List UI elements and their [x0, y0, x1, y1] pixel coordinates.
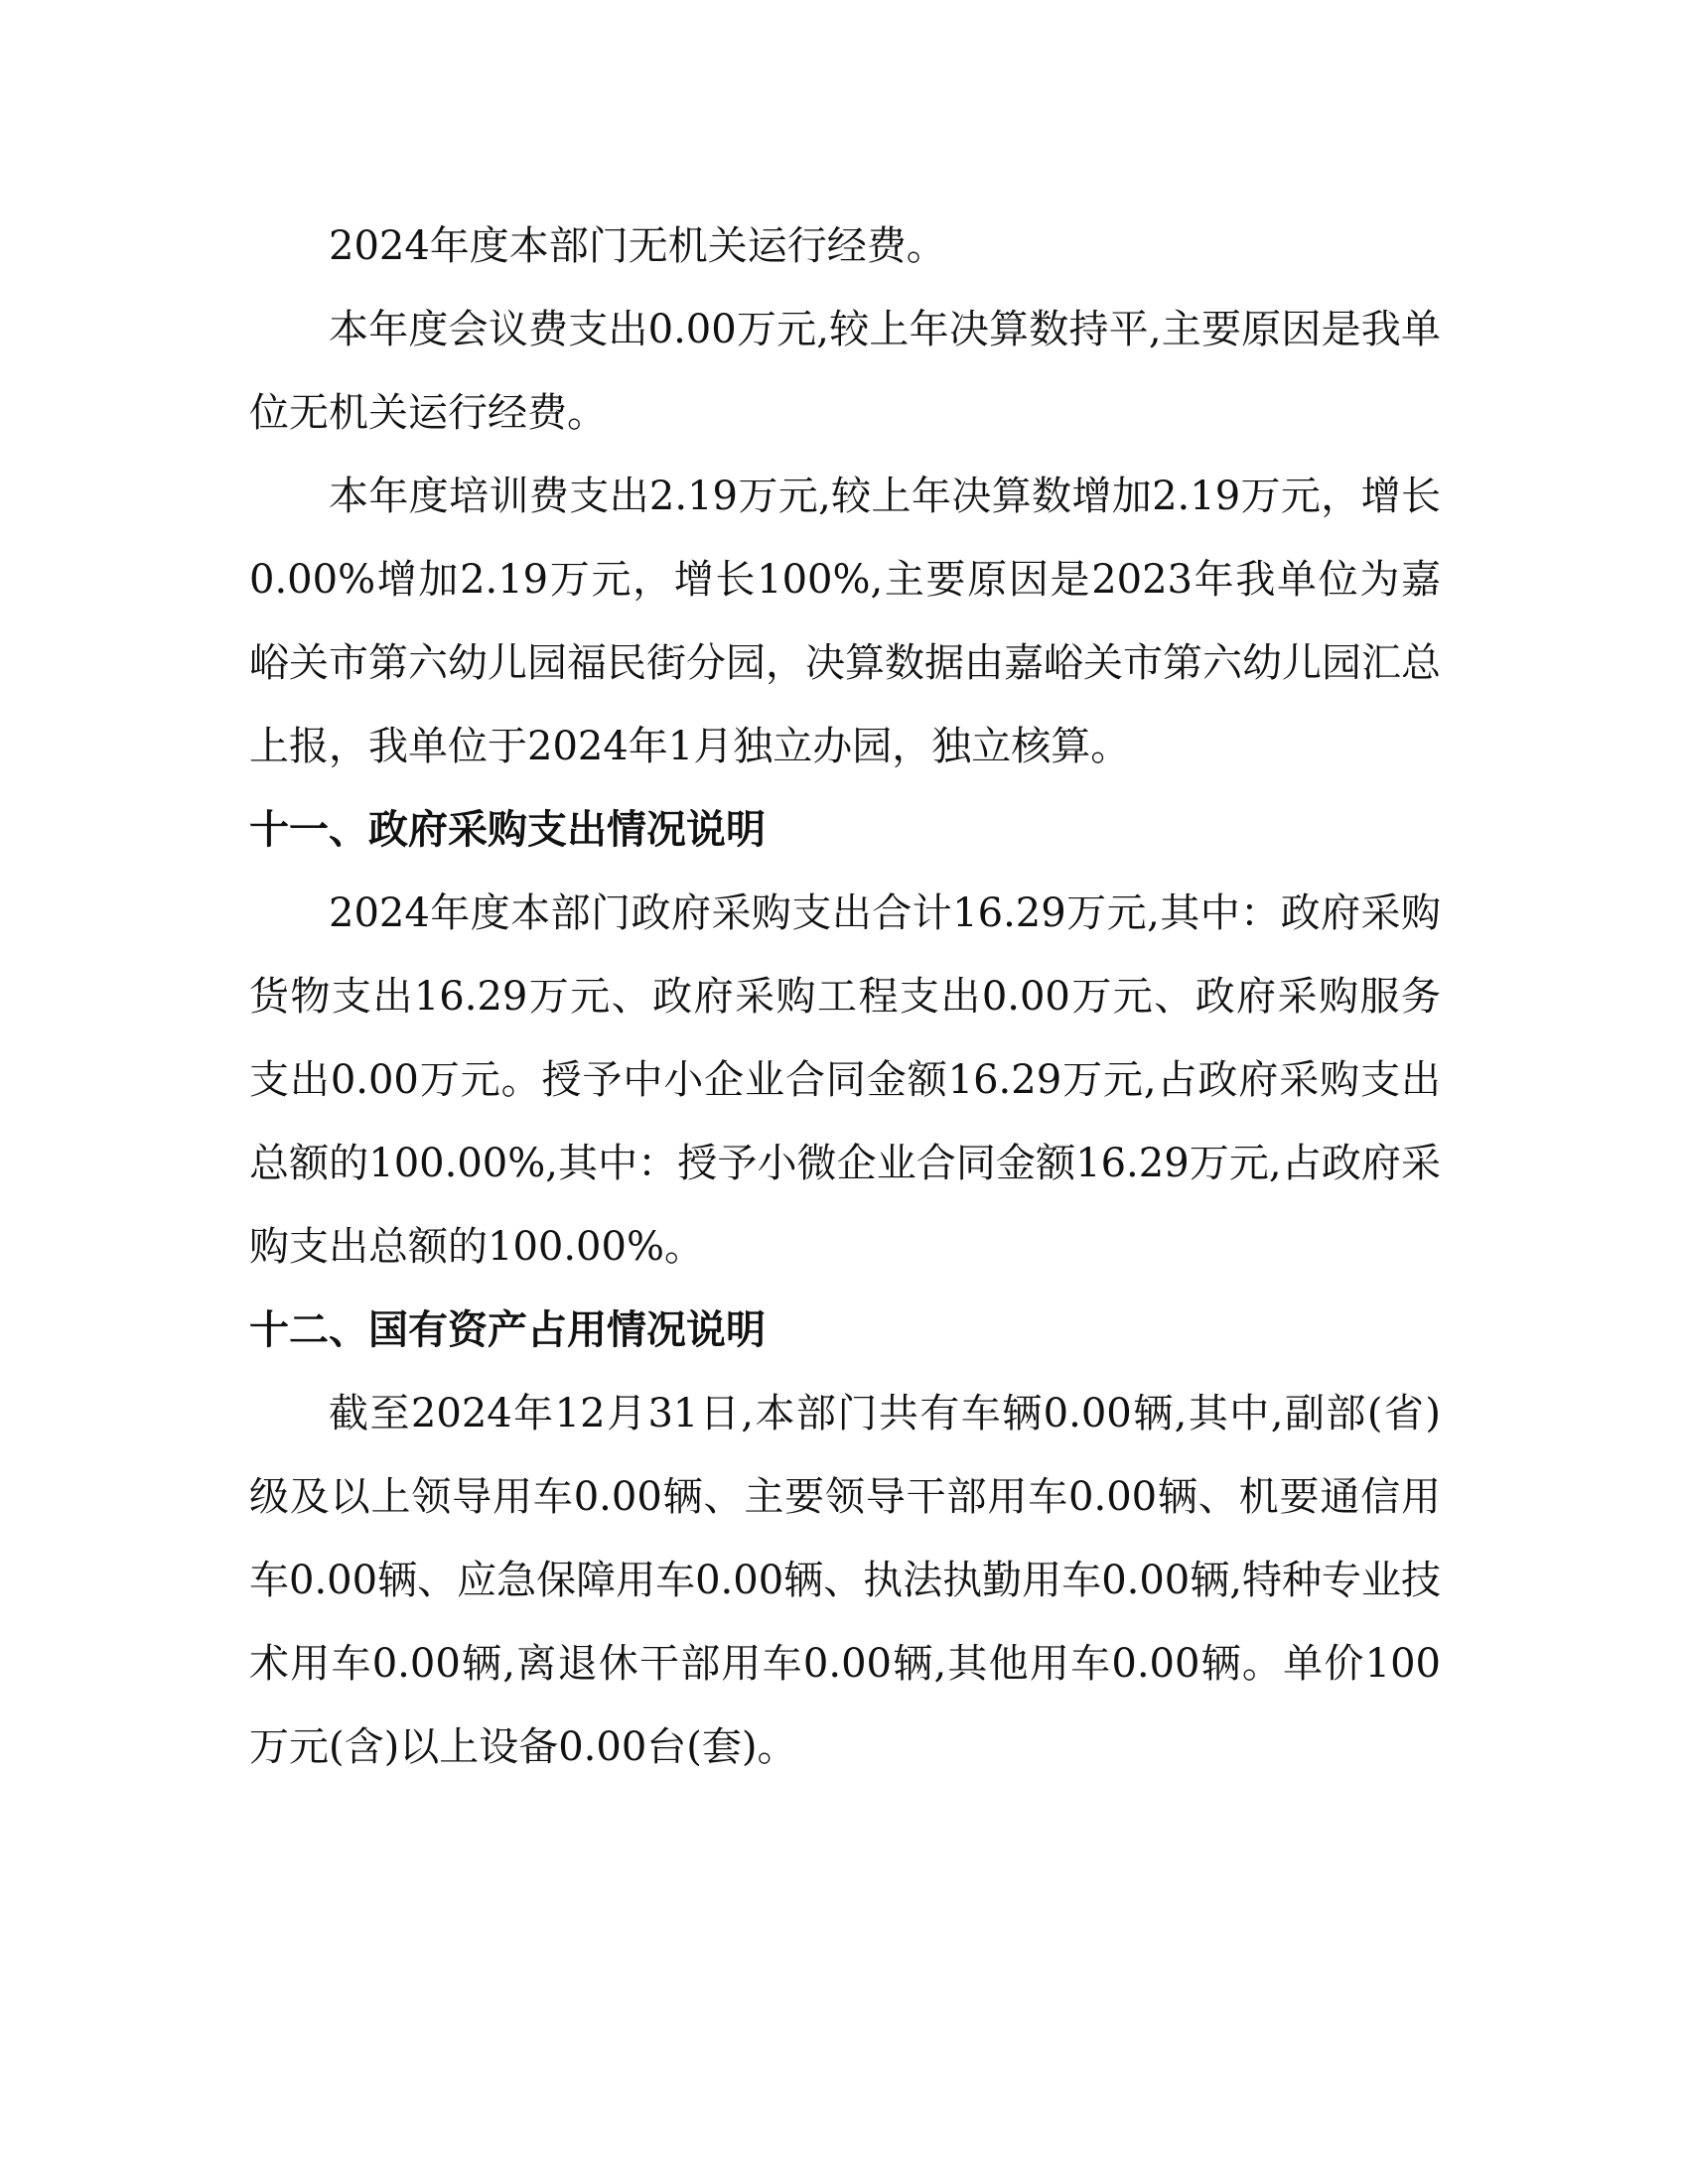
section-heading-procurement: 十一、政府采购支出情况说明	[249, 807, 766, 853]
document-page	[249, 205, 1441, 1789]
paragraph-training-expenses: 本年度培训费支出2.19万元,较上年决算数增加2.19万元，增长0.00%增加2.19万元，增长100%,主要原因是2023年我单位为嘉峪关市第六幼儿园福民街分园，决算数据由嘉峪关市第六幼儿园汇总上报，我单位于2024年1月独立办园，独立核算。	[249, 474, 1441, 769]
paragraph-operating-expenses: 2024年度本部门无机关运行经费。	[329, 223, 946, 269]
section-heading-assets: 十二、国有资产占用情况说明	[249, 1307, 766, 1353]
paragraph-assets: 截至2024年12月31日,本部门共有车辆0.00辆,其中,副部(省)级及以上领导用车0.00辆、主要领导干部用车0.00辆、机要通信用车0.00辆、应急保障用车0.00辆、执法执勤用车0.00辆,特种专业技术用车0.00辆,离退休干部用车0.00辆,其他用车0.00辆。单价100万元(含)以上设备0.00台(套)。	[249, 1391, 1441, 1770]
paragraph-procurement: 2024年度本部门政府采购支出合计16.29万元,其中：政府采购货物支出16.29万元、政府采购工程支出0.00万元、政府采购服务支出0.00万元。授予中小企业合同金额16.29万元,占政府采购支出总额的100.00%,其中：授予小微企业合同金额16.29万元,占政府采购支出总额的100.00%。	[249, 890, 1441, 1270]
paragraph-meeting-expenses: 本年度会议费支出0.00万元,较上年决算数持平,主要原因是我单位无机关运行经费。	[249, 307, 1441, 436]
